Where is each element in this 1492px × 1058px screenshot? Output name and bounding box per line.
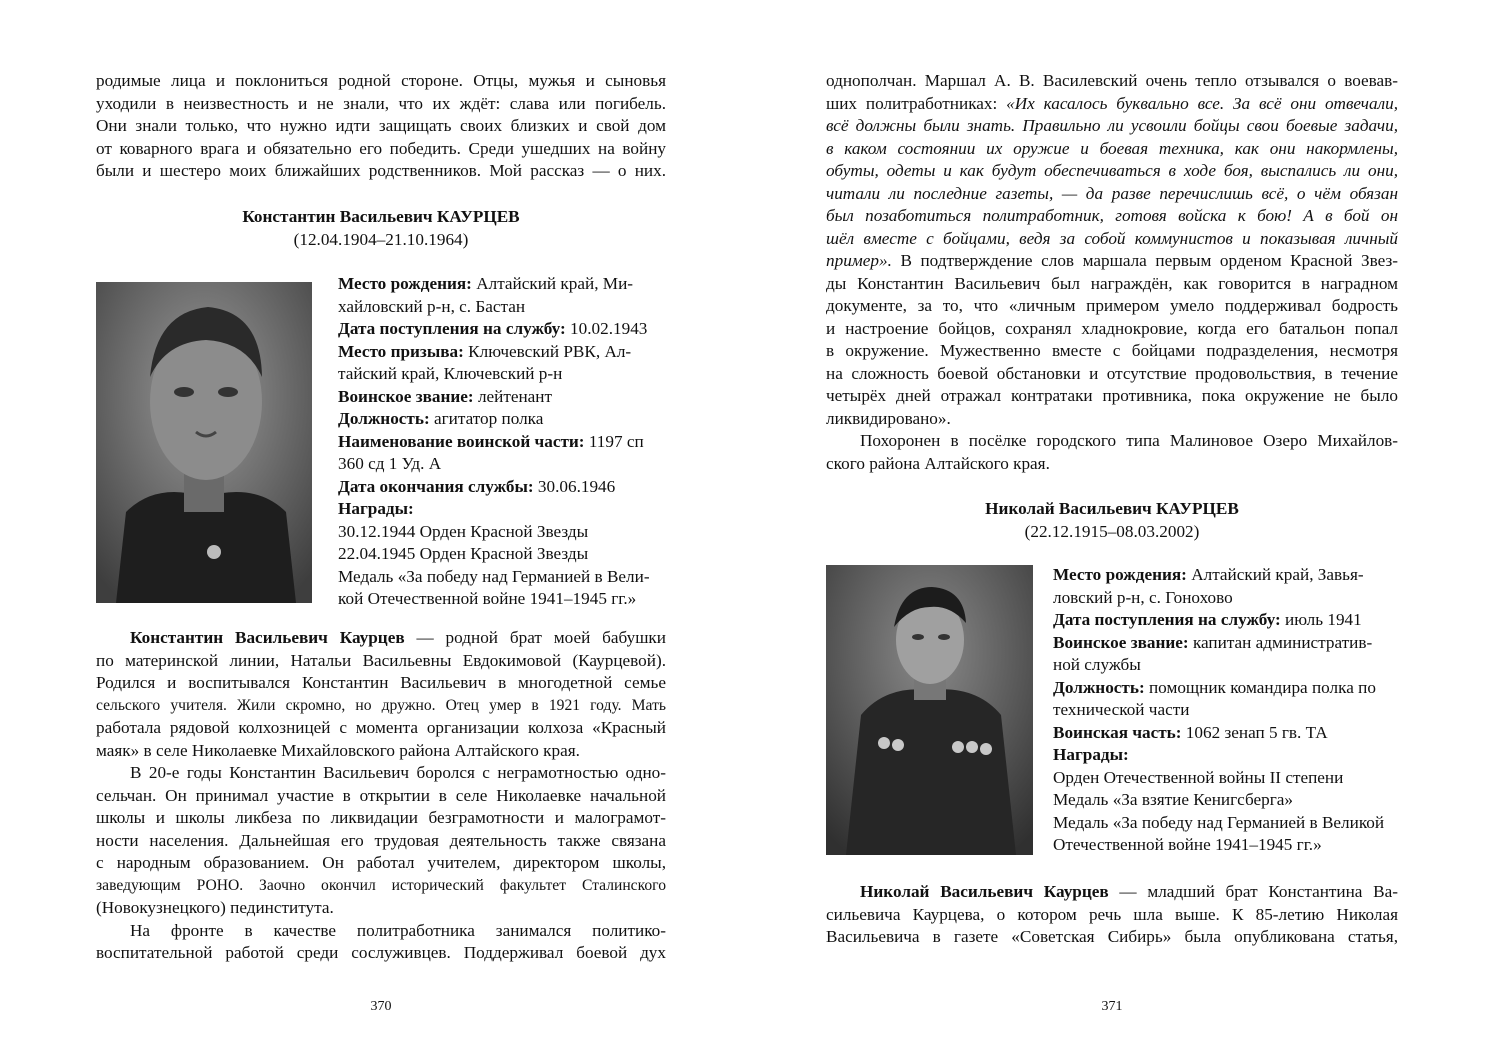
person-dates: (12.04.1904–21.10.1964) xyxy=(293,229,469,249)
person-heading xyxy=(96,206,666,251)
left-page xyxy=(96,0,666,1058)
service-record: Место рождения: Алтайский край, Ми- хайловский р-н, с. Бастан Дата поступления на службу: 10.02.1943 Место призыва: Ключевский РВК, Ал- тайский край, Ключевский р-н Воинское звание: лейтенант Должность: агитатор полка Наименование воинской части: 1197 сп 360 сд 1 Уд. А Дата окончания службы: 30.06.1946 Награды: 30.12.1944 Орден Красной Звезды 22.04.1945 Орден Красной Звезды Медаль «За победу над Германией в Вели- кой Отечественной войне 1941–1945 гг.» xyxy=(338,274,650,608)
intro-paragraph: родимые лица и поклониться родной стороне. Отцы, мужья и сыновья уходили в неизвестность и не знали, что их ждёт: слава или погибель. Они знали только, что нужно идти защищать своих близких и свой дом от коварного врага и обязательно его победить. Среди ушедших на войну были и шестеро моих ближайших родственников. Мой рассказ — о них. xyxy=(96,71,666,180)
continued-paragraph: однополчан. Маршал А. В. Василевский очень тепло отзывался о воевав- ших политработниках: «Их касалось буквально все. За всё они отвечали, всё должны были знать. Правильно ли усвоили бойцы свои боевые задачи, в каком состоянии их оружие и боевая техника, как они накормлены, обуты, одеты и как будут обеспечиваться в ходе боя, выспались ли они, читали ли последние газеты, — да разве перечислишь всё, о чём обязан был позаботиться политработник, готовя войска к бою! А в бой он шёл вместе с бойцами, ведя за собой коммунистов и показывая личный пример». В подтверждение слов маршала первым орденом Красной Звез- ды Константин Васильевич был награждён, как говорится в наградном документе, за то, что «личным примером умело поддерживал бодрость и настроение бойцов, сохранял хладнокровие, когда его батальон попал в окружение. Мужественно вместе с бойцами подразделения, несмотря на сложность боевой обстановки и отсутствие продовольствия, в течение четырёх дней отражал контратаки противника, пока окружение не было ликвидировано». Похоронен в посёлке городского типа Малиновое Озеро Михайлов- ского района Алтайского края. xyxy=(826,71,1398,473)
quote-text: «Их касалось буквально все. За всё они отвечали, xyxy=(1006,93,1398,113)
person-name: Константин Васильевич КАУРЦЕВ xyxy=(242,207,520,226)
page-number: 370 xyxy=(370,999,392,1014)
biography: Николай Васильевич Каурцев — младший брат Константина Ва- сильевича Каурцева, о котором речь шла выше. К 85-летию Николая Васильевича в газете «Советская Сибирь» была опубликована статья, xyxy=(826,882,1398,946)
page-number: 371 xyxy=(1101,999,1123,1014)
portrait-photo xyxy=(96,282,312,603)
person-heading xyxy=(826,498,1398,543)
portrait-photo xyxy=(826,565,1033,855)
person-dates: (22.12.1915–08.03.2002) xyxy=(1024,521,1200,541)
person-name: Николай Васильевич КАУРЦЕВ xyxy=(985,499,1239,518)
right-page xyxy=(826,0,1398,1058)
biography: Константин Васильевич Каурцев — родной брат моей бабушки по материнской линии, Натальи Васильевны Евдокимовой (Каурцевой). Родился и воспитывался Константин Васильевич в многодетной семье сельского учителя. Жили скромно, но дружно. Отец умер в 1921 году. Мать работала рядовой колхозницей с момента организации колхоза «Красный маяк» в селе Николаевке Михайловского района Алтайского края. В 20-е годы Константин Васильевич боролся с неграмотностью одно- сельчан. Он принимал участие в открытии в селе Николаевке начальной школы и школы ликбеза по ликвидации безграмотности и малограмот- ности населения. Дальнейшая его трудовая деятельность также связана с народным образованием. Он работал учителем, директором школы, заведующим РОНО. Заочно окончил исторический факультет Сталинского (Новокузнецкого) пединститута. На фронте в качестве политработника занимался политико- воспитательной работой среди сослуживцев. Поддерживал боевой дух xyxy=(96,628,666,962)
service-record: Место рождения: Алтайский край, Завья- ловский р-н, с. Гонохово Дата поступления на службу: июль 1941 Воинское звание: капитан административ- ной службы Должность: помощник командира полка по технической части Воинская часть: 1062 зенап 5 гв. ТА Награды: Орден Отечественной войны II степени Медаль «За взятие Кенигсберга» Медаль «За победу над Германией в Великой Отечественной войне 1941–1945 гг.» xyxy=(1053,565,1385,854)
